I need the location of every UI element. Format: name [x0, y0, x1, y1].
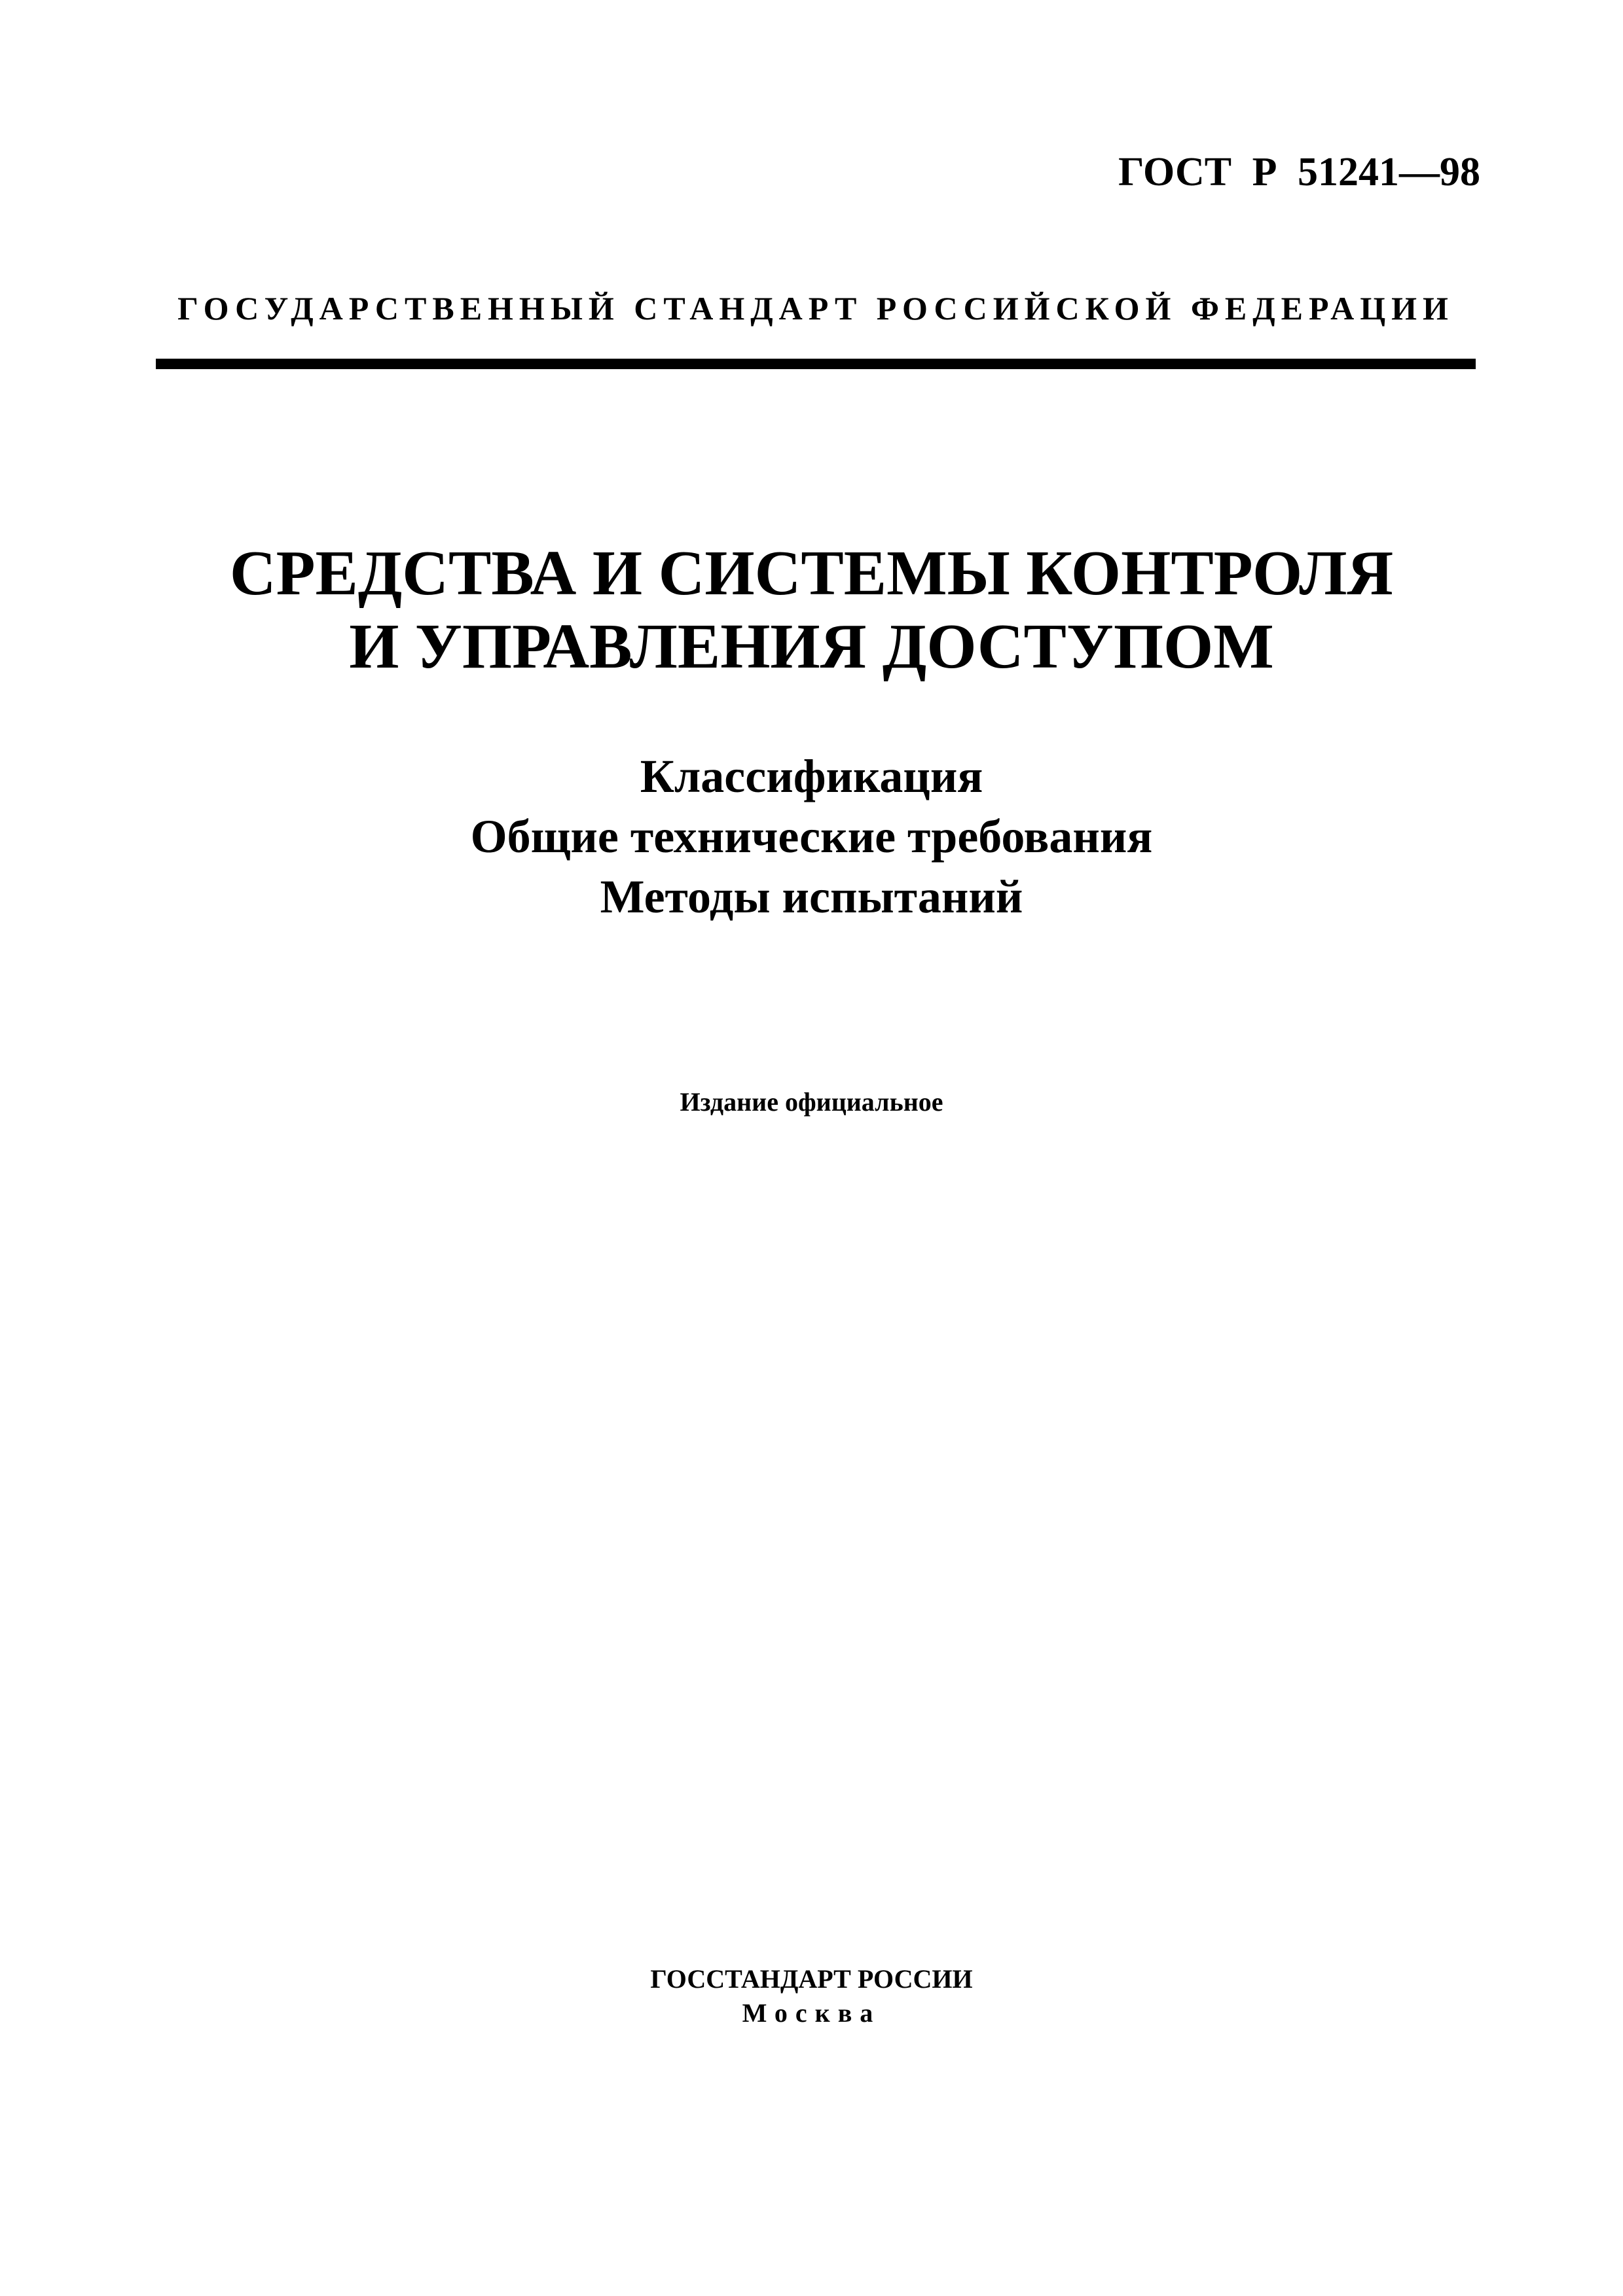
- document-subtitle: [0, 746, 1623, 927]
- title-line-1: СРЕДСТВА И СИСТЕМЫ КОНТРОЛЯ: [229, 538, 1394, 609]
- subtitle-line-2: Общие технические требования: [470, 810, 1153, 863]
- document-title: [0, 537, 1623, 683]
- publisher-city: Москва: [742, 1998, 881, 2028]
- subtitle-line-3: Методы испытаний: [600, 870, 1023, 923]
- subtitle-line-1: Классификация: [640, 750, 983, 802]
- header-rule: [156, 359, 1476, 369]
- document-code: ГОСТ Р 51241—98: [1118, 150, 1480, 194]
- title-line-2: И УПРАВЛЕНИЯ ДОСТУПОМ: [349, 611, 1274, 682]
- state-standard-heading: ГОСУДАРСТВЕННЫЙ СТАНДАРТ РОССИЙСКОЙ ФЕДЕРАЦИИ: [177, 290, 1454, 327]
- edition-label: Издание официальное: [680, 1087, 943, 1117]
- publisher-name: ГОССТАНДАРТ РОССИИ: [650, 1964, 973, 1994]
